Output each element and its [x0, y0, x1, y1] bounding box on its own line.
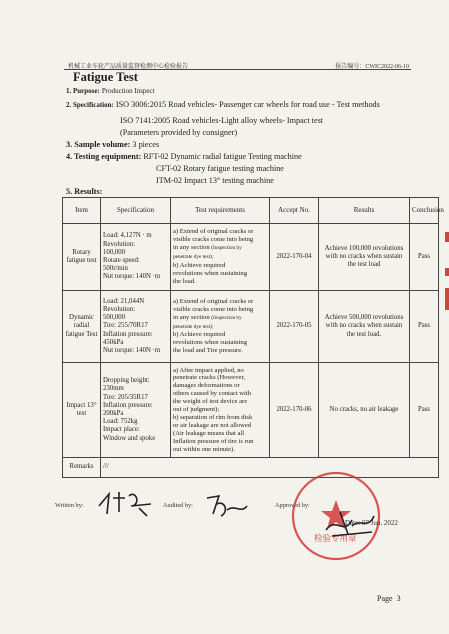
requirement-line: or air leakage are not allowed	[173, 421, 252, 429]
audited-by-signature	[203, 492, 249, 522]
spec-line: Inflation pressure:	[103, 330, 153, 338]
binding-mark	[445, 268, 449, 276]
testing-equipment-line	[66, 152, 302, 162]
requirement-line: the load.	[173, 277, 196, 285]
column-header: Specification	[101, 198, 171, 224]
conclusion-cell: Pass	[410, 363, 439, 458]
requirements-cell	[171, 363, 270, 458]
spec-line: Window and spoke	[103, 434, 156, 442]
requirement-text: in any section	[173, 313, 210, 321]
requirement-line: out of judgment);	[173, 406, 220, 414]
spec-line: 500r/min	[103, 265, 128, 273]
spec-line: Load: 21,044N	[103, 297, 145, 305]
table-header-row	[63, 198, 439, 224]
requirement-note: penetrate dye test);	[173, 323, 214, 330]
purpose-label: 1. Purpose:	[66, 87, 100, 95]
purpose-line	[66, 86, 155, 96]
spec-line: Nut torque: 140N ·m	[103, 273, 161, 281]
column-header: Test requirements	[171, 198, 270, 224]
sample-volume-line	[66, 140, 159, 150]
column-header: Conclusion	[410, 198, 439, 224]
remarks-row	[63, 458, 439, 478]
requirement-line: a) Extend of original cracks or	[173, 297, 254, 305]
written-by-label: Written by:	[55, 502, 84, 509]
requirement-line: visible cracks come into being	[173, 236, 254, 244]
spec-line: Impact place:	[103, 426, 140, 434]
remarks-value: ///	[101, 458, 439, 478]
spec-line: Load: 4,127N · m	[103, 232, 152, 240]
table-row	[63, 291, 439, 363]
result-cell: Achieve 100,000 revolutions with no cracks when sustain the test load	[319, 224, 410, 291]
item-cell: Rotary fatigue test	[63, 224, 101, 291]
spec-line: Nut torque: 140N ·m	[103, 347, 161, 354]
requirement-line: a) After impact applied, no	[173, 366, 244, 374]
requirement-line: others caused by contact with	[173, 390, 252, 398]
requirement-line: b) Achieve required	[173, 261, 226, 269]
result-cell: Achieve 500,000 revolutions with no cracks when sustain the test load.	[319, 291, 410, 363]
requirement-line	[173, 323, 267, 332]
page-label: Page	[377, 594, 393, 603]
requirement-line: a) Extend of original cracks or	[173, 228, 254, 236]
specification-value-3: (Parameters provided by consigner)	[120, 128, 238, 137]
accept-no-cell: 2022-170-04	[270, 224, 319, 291]
requirement-line	[173, 244, 267, 253]
requirement-note: penetrate dye test);	[173, 254, 214, 261]
result-cell: No cracks, no air leakage	[319, 363, 410, 458]
spec-line: Tire: 205/35R17	[103, 393, 148, 401]
spec-line: 450kPa	[103, 338, 124, 346]
conclusion-cell: Pass	[410, 291, 439, 363]
equipment-item: ITM-02 Impact 13° testing machine	[156, 176, 274, 185]
requirement-line: out within one minute).	[173, 445, 235, 453]
requirements-cell	[171, 224, 270, 291]
binding-mark	[445, 288, 449, 310]
specification-value-1: ISO 3006:2015 Road vehicles- Passenger car wheels for road use - Test methods	[115, 100, 380, 109]
approved-by-label: Approved by:	[275, 502, 310, 509]
report-number: 报告编号：CWIC2022-06-10	[335, 64, 409, 70]
item-cell: Impact 13° test	[63, 363, 101, 458]
sample-volume-value: 3 pieces	[132, 140, 160, 149]
report-header-org: 机械工业车轮产品质量监督检测中心检验报告	[68, 64, 189, 70]
spec-line: Rotate speed:	[103, 257, 140, 264]
column-header: Item	[63, 198, 101, 224]
spec-line: Revolution:	[103, 240, 136, 248]
requirement-line: revolutions when sustaining	[173, 269, 247, 277]
results-table	[62, 197, 444, 478]
requirement-line: visible cracks come into being	[173, 305, 254, 313]
accept-no-cell: 2022-170-05	[270, 291, 319, 363]
column-header: Results	[319, 198, 410, 224]
binding-mark	[445, 232, 449, 242]
page-title: Fatigue Test	[73, 70, 138, 84]
requirement-text: in any section	[173, 244, 210, 252]
requirement-line: damages deformations or	[173, 382, 240, 390]
requirement-line: b) Achieve required	[173, 331, 226, 339]
spec-line: 100,000	[103, 248, 126, 256]
requirement-line: b) separation of rim from disk	[173, 413, 253, 421]
specification-label: 2. Specification:	[66, 101, 114, 109]
spec-line: Dropping height:	[103, 377, 150, 385]
sample-volume-label: 3. Sample volume:	[66, 140, 131, 149]
requirement-line: penetrate cracks (However,	[173, 374, 246, 382]
requirement-note: (Inspection by	[211, 314, 242, 321]
equipment-item: CFT-02 Rotary fatigue testing machine	[156, 164, 284, 173]
spec-line: 230mm	[103, 385, 124, 393]
spec-line: Revolution:	[103, 305, 136, 313]
spec-line: Load: 752kg	[103, 418, 138, 426]
spec-line: Inflation pressure:	[103, 401, 153, 409]
remarks-label: Remarks	[63, 458, 101, 478]
spec-line: Tire: 255/70R17	[103, 322, 148, 330]
spec-cell	[101, 291, 171, 363]
requirement-line	[173, 314, 267, 323]
audited-by-label: Audited by:	[163, 502, 193, 509]
results-label: 5. Results:	[66, 187, 103, 196]
spec-line: 500,000	[103, 314, 126, 322]
table-row	[63, 363, 439, 458]
page-value: 3	[396, 594, 401, 603]
requirement-line: the weight of test device are	[173, 398, 248, 406]
requirement-line: the load and Tire pressure.	[173, 347, 243, 355]
equipment-item: RFT-02 Dynamic radial fatigue Testing machine	[143, 152, 302, 161]
conclusion-cell: Pass	[410, 224, 439, 291]
requirement-line: (Air leakage means that all	[173, 429, 245, 437]
purpose-value: Production Inspect	[101, 87, 155, 95]
spec-cell	[101, 363, 171, 458]
testing-equipment-label: 4. Testing equipment:	[66, 152, 142, 161]
written-by-signature	[95, 488, 155, 518]
spec-line: 200kPa	[103, 410, 124, 417]
requirement-line: Inflation pressure of tire is run	[173, 437, 254, 445]
requirements-cell	[171, 291, 270, 363]
approval-date: Date: 07 Jun. 2022	[345, 519, 398, 527]
specification-line	[66, 100, 380, 110]
table-row	[63, 224, 439, 291]
item-cell: Dynamic radial fatigue Test	[63, 291, 101, 363]
page-number	[377, 594, 401, 603]
specification-value-2: ISO 7141:2005 Road vehicles-Light alloy wheels- Impact test	[120, 116, 324, 125]
accept-no-cell: 2022-170-06	[270, 363, 319, 458]
column-header: Accept No.	[270, 198, 319, 224]
requirement-line: revolutions when sustaining	[173, 339, 247, 347]
spec-cell	[101, 224, 171, 291]
requirement-line	[173, 253, 267, 262]
requirement-note: (Inspection by	[211, 245, 242, 252]
stamp-text: 检验专用章	[314, 534, 357, 544]
